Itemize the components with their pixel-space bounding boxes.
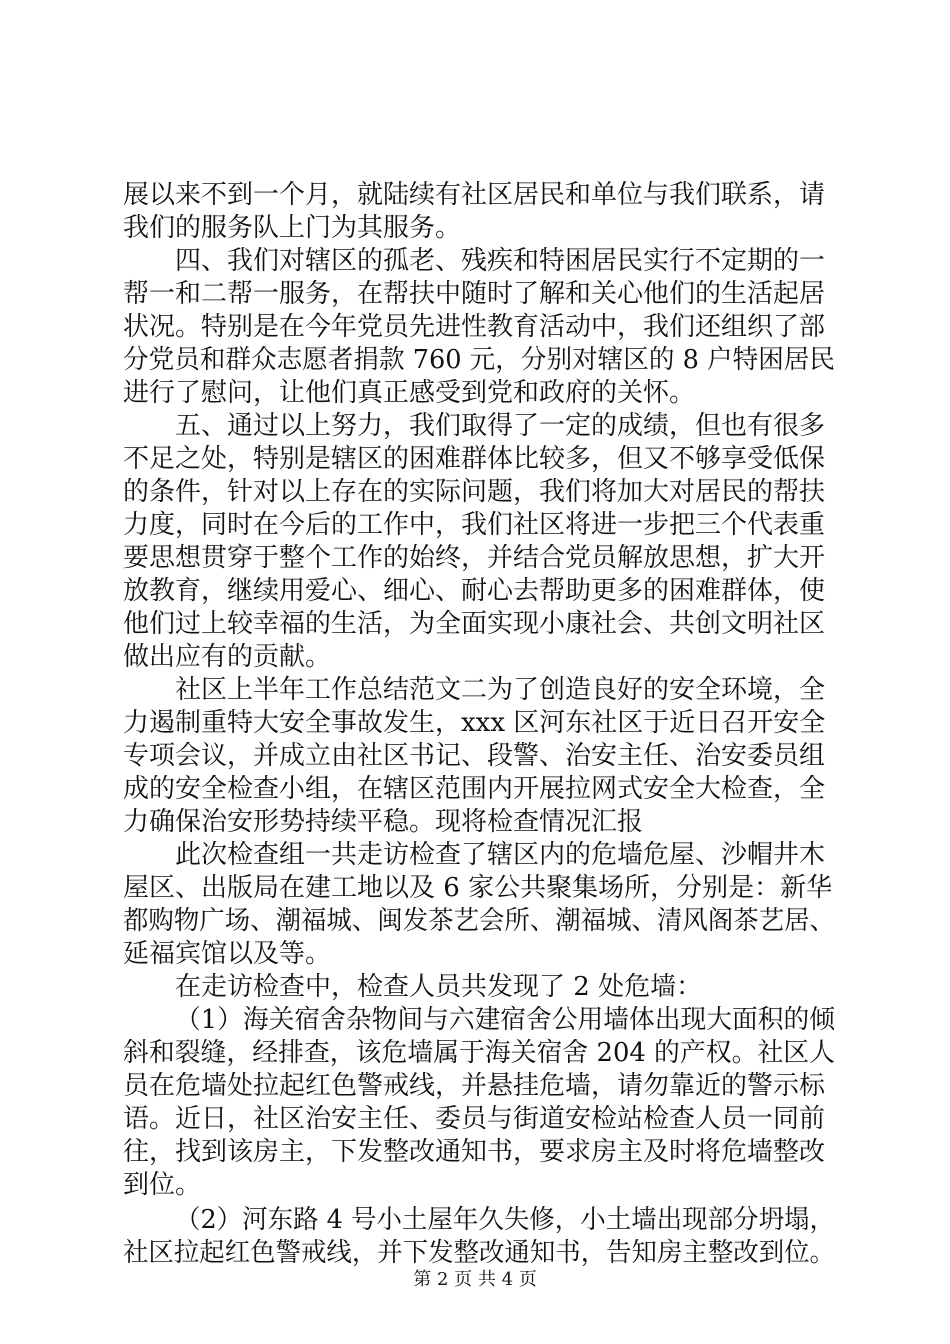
text-line: 状况。特别是在今年党员先进性教育活动中，我们还组织了部	[123, 312, 826, 342]
text-line: 力确保治安形势持续平稳。现将检查情况汇报	[123, 807, 644, 837]
text-line: 力遏制重特大安全事故发生，xxx 区河东社区于近日召开安全	[123, 708, 826, 738]
text-line: 专项会议，并成立由社区书记、段警、治安主任、治安委员组	[123, 741, 826, 771]
text-line: 不足之处，特别是辖区的困难群体比较多，但又不够享受低保	[123, 444, 826, 474]
text-line: 五、通过以上努力，我们取得了一定的成绩，但也有很多	[175, 411, 826, 441]
text-line: 做出应有的贡献。	[123, 642, 332, 672]
text-line: 成的安全检查小组，在辖区范围内开展拉网式安全大检查，全	[123, 774, 826, 804]
text-line: 此次检查组一共走访检查了辖区内的危墙危屋、沙帽井木	[175, 840, 826, 870]
text-line: 进行了慰问，让他们真正感受到党和政府的关怀。	[123, 378, 696, 408]
text-line: 放教育，继续用爱心、细心、耐心去帮助更多的困难群体，使	[123, 576, 826, 606]
text-line: 四、我们对辖区的孤老、残疾和特困居民实行不定期的一	[175, 246, 826, 276]
text-line: （1）海关宿舍杂物间与六建宿舍公用墙体出现大面积的倾	[175, 1005, 835, 1035]
text-line: 我们的服务队上门为其服务。	[123, 213, 462, 243]
text-line: 的条件，针对以上存在的实际问题，我们将加大对居民的帮扶	[123, 477, 826, 507]
text-line: 展以来不到一个月，就陆续有社区居民和单位与我们联系，请	[123, 180, 826, 210]
text-line: 都购物广场、潮福城、闽发茶艺会所、潮福城、清风阁茶艺居、	[123, 906, 835, 936]
text-line: 分党员和群众志愿者捐款 760 元，分别对辖区的 8 户特困居民	[123, 345, 835, 375]
text-line: （2）河东路 4 号小土屋年久失修，小土墙出现部分坍塌，	[175, 1205, 835, 1235]
text-line: 社区上半年工作总结范文二为了创造良好的安全环境，全	[175, 675, 826, 705]
text-line: 斜和裂缝，经排查，该危墙属于海关宿舍 204 的产权。社区人	[123, 1038, 835, 1068]
text-line: 社区拉起红色警戒线，并下发整改通知书，告知房主整改到位。	[123, 1238, 835, 1268]
text-line: 力度，同时在今后的工作中，我们社区将进一步把三个代表重	[123, 510, 826, 540]
text-line: 往，找到该房主，下发整改通知书，要求房主及时将危墙整改	[123, 1137, 826, 1167]
text-line: 屋区、出版局在建工地以及 6 家公共聚集场所，分别是：新华	[123, 873, 833, 903]
text-line: 员在危墙处拉起红色警戒线，并悬挂危墙，请勿靠近的警示标	[123, 1071, 826, 1101]
text-line: 语。近日，社区治安主任、委员与街道安检站检查人员一同前	[123, 1104, 826, 1134]
text-line: 他们过上较幸福的生活，为全面实现小康社会、共创文明社区	[123, 609, 826, 639]
text-line: 在走访检查中，检查人员共发现了 2 处危墙：	[175, 972, 703, 1002]
text-line: 要思想贯穿于整个工作的始终，并结合党员解放思想，扩大开	[123, 543, 826, 573]
text-line: 延福宾馆以及等。	[123, 939, 332, 969]
text-line: 到位。	[123, 1170, 202, 1200]
page-number-footer: 第 2 页 共 4 页	[413, 1269, 537, 1290]
text-line: 帮一和二帮一服务，在帮扶中随时了解和关心他们的生活起居	[123, 279, 826, 309]
